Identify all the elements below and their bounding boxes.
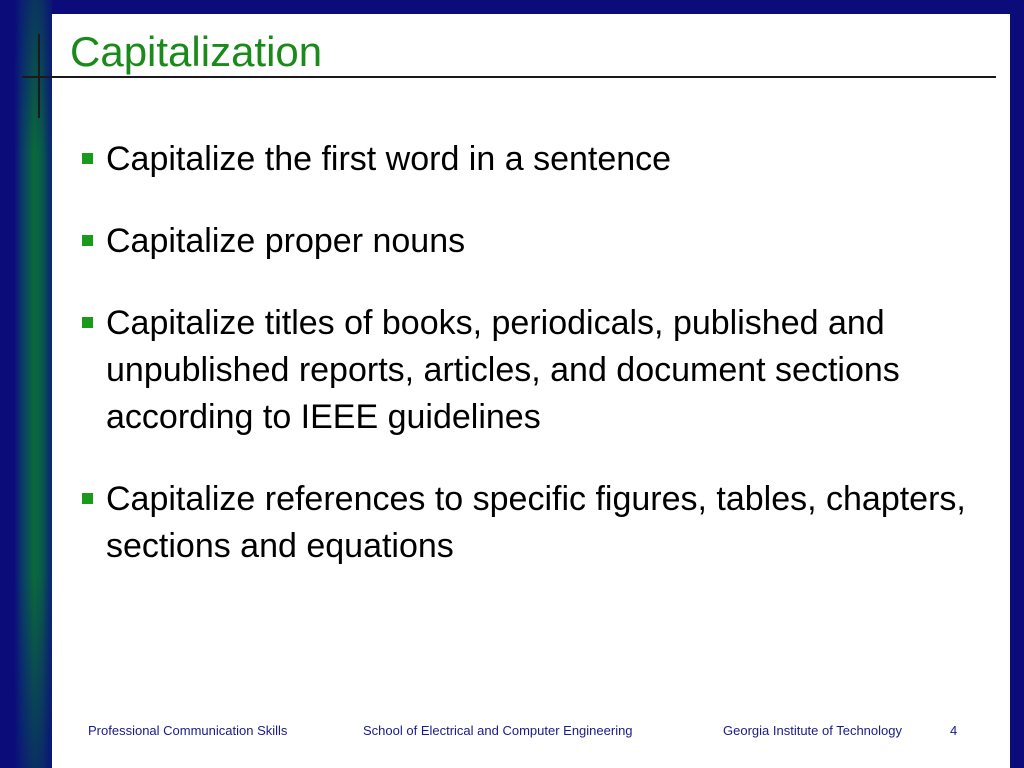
bullet-item	[78, 300, 978, 441]
bullet-list	[78, 136, 978, 605]
footer-school: School of Electrical and Computer Engineering	[363, 723, 633, 738]
slide-title: Capitalization	[70, 28, 323, 75]
bullet-item	[78, 136, 978, 183]
bullet-text: Capitalize proper nouns	[106, 222, 466, 260]
bullet-text: Capitalize titles of books, periodicals, published and unpublished reports, articles, and document sections according to IEEE guidelines	[106, 304, 900, 436]
square-bullet-icon	[82, 235, 93, 246]
square-bullet-icon	[82, 153, 93, 164]
square-bullet-icon	[82, 493, 93, 504]
footer-institution: Georgia Institute of Technology	[723, 723, 902, 738]
bullet-item	[78, 218, 978, 265]
bullet-text: Capitalize the first word in a sentence	[106, 140, 672, 178]
footer-page-number: 4	[950, 723, 958, 738]
square-bullet-icon	[82, 317, 93, 328]
bullet-item	[78, 476, 978, 570]
bullet-text: Capitalize references to specific figures, tables, chapters, sections and equations	[106, 480, 966, 565]
footer-course: Professional Communication Skills	[88, 723, 288, 738]
left-accent-band-shade	[0, 0, 52, 768]
